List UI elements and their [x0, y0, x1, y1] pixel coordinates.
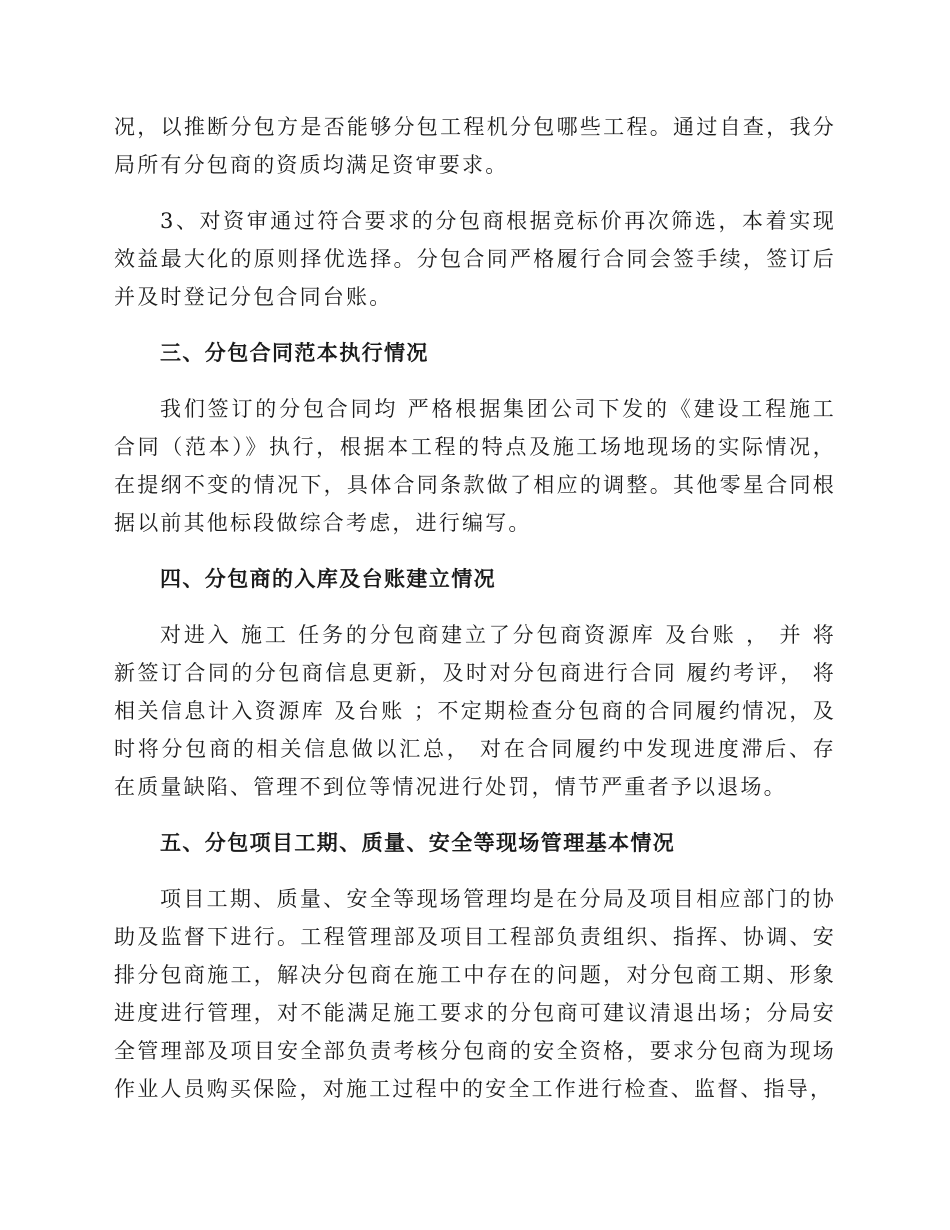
paragraph-qualification-check: 况，以推断分包方是否能够分包工程机分包哪些工程。通过自查，我分局所有分包商的资质均满足资审要求。: [114, 115, 836, 177]
paragraph-subcontractor-registry: 对进入 施工 任务的分包商建立了分包商资源库 及台账 ， 并 将新签订合同的分包商信息更新，及时对分包商进行合同 履约考评， 将相关信息计入资源库 及台账 ；不定期检查分包商的合同履约情况，及时将分包商的相关信息做以汇总， 对在合同履约中发现进度滞后、存在质量缺陷、管理不到位等情况进行处罚，情节严重者予以退场。: [114, 623, 836, 799]
paragraph-selection: 3、对资审通过符合要求的分包商根据竞标价再次筛选，本着实现效益最大化的原则择优选择。分包合同严格履行合同会签手续，签订后并及时登记分包合同台账。: [114, 209, 836, 309]
section-heading-4: 四、分包商的入库及台账建立情况: [160, 567, 496, 591]
paragraph-site-management: 项目工期、质量、安全等现场管理均是在分局及项目相应部门的协助及监督下进行。工程管理部及项目工程部负责组织、指挥、协调、安排分包商施工，解决分包商在施工中存在的问题，对分包商工期、形象进度进行管理，对不能满足施工要求的分包商可建议清退出场；分局安全管理部及项目安全部负责考核分包商的安全资格，要求分包商为现场作业人员购买保险，对施工过程中的安全工作进行检查、监督、指导，: [114, 887, 836, 1101]
section-heading-3: 三、分包合同范本执行情况: [160, 341, 429, 365]
section-heading-5: 五、分包项目工期、质量、安全等现场管理基本情况: [160, 831, 676, 855]
document-body: [114, 108, 836, 1126]
paragraph-contract-template: 我们签订的分包合同均 严格根据集团公司下发的《建设工程施工合同（范本）》执行，根据本工程的特点及施工场地现场的实际情况，在提纲不变的情况下，具体合同条款做了相应的调整。其他零星合同根据以前其他标段做综合考虑，进行编写。: [114, 397, 836, 535]
